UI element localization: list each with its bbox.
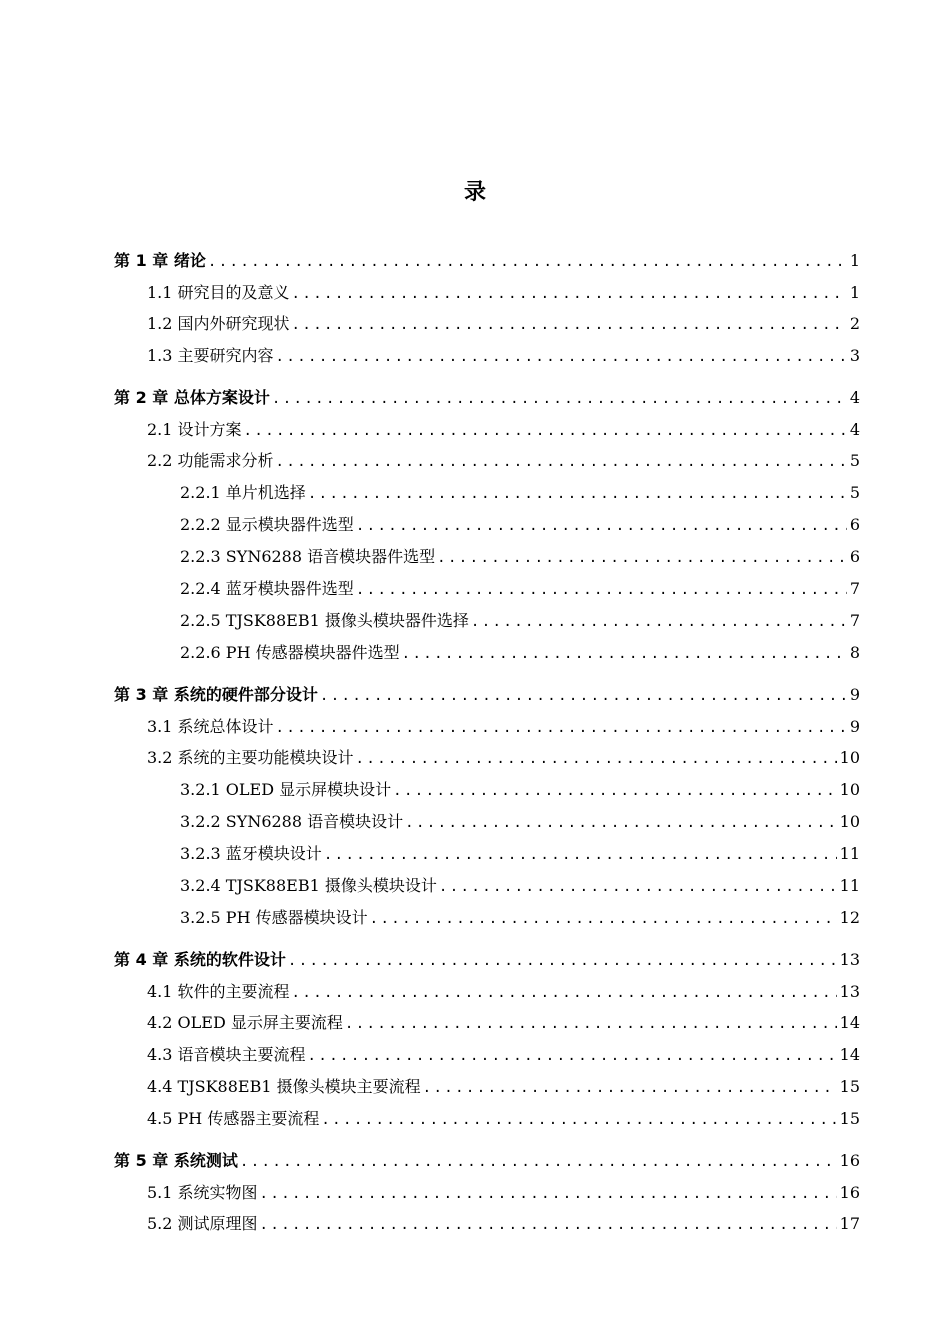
toc-entry-page-number: 14: [839, 1013, 860, 1032]
toc-entry-label: 3.2.4 TJSK88EB1 摄像头模块设计: [180, 876, 437, 895]
toc-entry-section[interactable]: [147, 343, 860, 369]
toc-entry-label: 4.5 PH 传感器主要流程: [147, 1109, 320, 1128]
dot-leader: [356, 577, 847, 603]
dot-leader: [402, 641, 847, 667]
toc-entry-subsection[interactable]: [180, 809, 860, 835]
dot-leader: [321, 1107, 836, 1133]
toc-entry-label: 4.1 软件的主要流程: [147, 982, 290, 1001]
toc-entry-label: 第 4 章 系统的软件设计: [114, 950, 286, 969]
toc-entry-section[interactable]: [147, 1106, 860, 1132]
dot-leader: [370, 906, 837, 932]
toc-entry-page-number: 14: [839, 1045, 860, 1064]
toc-entry-label: 2.1 设计方案: [147, 420, 242, 439]
toc-entry-label: 1.3 主要研究内容: [147, 346, 274, 365]
toc-entry-section[interactable]: [147, 280, 860, 306]
toc-entry-page-number: 15: [839, 1077, 860, 1096]
dot-leader: [292, 980, 837, 1006]
toc-entry-section[interactable]: [147, 1074, 860, 1100]
toc-entry-page-number: 17: [839, 1214, 860, 1233]
toc-entry-label: 5.2 测试原理图: [147, 1214, 258, 1233]
toc-entry-page-number: 13: [839, 982, 860, 1001]
toc-entry-page-number: 11: [839, 844, 860, 863]
toc-entry-label: 2.2.1 单片机选择: [180, 483, 306, 502]
toc-entry-label: 第 5 章 系统测试: [114, 1151, 238, 1170]
toc-entry-page-number: 12: [839, 908, 860, 927]
toc-entry-chapter[interactable]: [114, 947, 860, 973]
toc-entry-page-number: 11: [839, 876, 860, 895]
dot-leader: [276, 449, 847, 475]
toc-entry-section[interactable]: [147, 1010, 860, 1036]
toc-entry-chapter[interactable]: [114, 385, 860, 411]
dot-leader: [240, 1149, 837, 1175]
toc-entry-page-number: 16: [839, 1183, 860, 1202]
toc-entry-label: 4.3 语音模块主要流程: [147, 1045, 306, 1064]
dot-leader: [405, 810, 837, 836]
toc-entry-label: 5.1 系统实物图: [147, 1183, 258, 1202]
toc-entry-label: 3.2.2 SYN6288 语音模块设计: [180, 812, 404, 831]
page-title: 录: [463, 180, 486, 205]
dot-leader: [292, 312, 847, 338]
toc-entry-page-number: 5: [849, 451, 860, 470]
toc-entry-page-number: 10: [839, 812, 860, 831]
toc-entry-page-number: 10: [839, 780, 860, 799]
dot-leader: [244, 418, 847, 444]
toc-entry-page-number: 4: [849, 420, 860, 439]
dot-leader: [356, 746, 837, 772]
toc-entry-subsection[interactable]: [180, 841, 860, 867]
dot-leader: [208, 249, 847, 275]
toc-entry-page-number: 9: [849, 685, 860, 704]
toc-entry-label: 3.1 系统总体设计: [147, 717, 274, 736]
toc-entry-page-number: 13: [839, 950, 860, 969]
toc-entry-label: 2.2 功能需求分析: [147, 451, 274, 470]
toc-entry-section[interactable]: [147, 417, 860, 443]
toc-entry-subsection[interactable]: [180, 608, 860, 634]
toc-entry-page-number: 6: [849, 515, 860, 534]
toc-entry-section[interactable]: [147, 714, 860, 740]
toc-entry-section[interactable]: [147, 448, 860, 474]
toc-entry-label: 1.1 研究目的及意义: [147, 283, 290, 302]
dot-leader: [276, 715, 847, 741]
toc-entry-label: 2.2.2 显示模块器件选型: [180, 515, 354, 534]
toc-entry-page-number: 9: [849, 717, 860, 736]
dot-leader: [345, 1011, 837, 1037]
toc-entry-section[interactable]: [147, 979, 860, 1005]
dot-leader: [471, 609, 847, 635]
dot-leader: [260, 1181, 837, 1207]
dot-leader: [423, 1075, 837, 1101]
dot-leader: [356, 513, 847, 539]
toc-entry-page-number: 16: [839, 1151, 860, 1170]
toc-entry-page-number: 3: [849, 346, 860, 365]
toc-entry-label: 3.2.5 PH 传感器模块设计: [180, 908, 368, 927]
toc-entry-subsection[interactable]: [180, 544, 860, 570]
toc-entry-chapter[interactable]: [114, 682, 860, 708]
toc-entry-page-number: 6: [849, 547, 860, 566]
toc-entry-section[interactable]: [147, 1211, 860, 1237]
toc-entry-label: 2.2.6 PH 传感器模块器件选型: [180, 643, 400, 662]
dot-leader: [308, 1043, 837, 1069]
dot-leader: [320, 683, 847, 709]
toc-entry-label: 4.2 OLED 显示屏主要流程: [147, 1013, 343, 1032]
toc-entry-page-number: 1: [849, 251, 860, 270]
dot-leader: [439, 874, 837, 900]
toc-entry-label: 2.2.3 SYN6288 语音模块器件选型: [180, 547, 436, 566]
toc-entry-subsection[interactable]: [180, 777, 860, 803]
toc-entry-label: 第 2 章 总体方案设计: [114, 388, 270, 407]
dot-leader: [272, 386, 847, 412]
toc-entry-label: 2.2.5 TJSK88EB1 摄像头模块器件选择: [180, 611, 469, 630]
toc-entry-section[interactable]: [147, 311, 860, 337]
toc-entry-label: 第 3 章 系统的硬件部分设计: [114, 685, 318, 704]
toc-entry-section[interactable]: [147, 1180, 860, 1206]
toc-entry-subsection[interactable]: [180, 640, 860, 666]
toc-entry-section[interactable]: [147, 745, 860, 771]
toc-entry-subsection[interactable]: [180, 480, 860, 506]
toc-entry-subsection[interactable]: [180, 905, 860, 931]
toc-entry-label: 第 1 章 绪论: [114, 251, 206, 270]
toc-entry-page-number: 7: [849, 611, 860, 630]
dot-leader: [288, 948, 837, 974]
dot-leader: [308, 481, 847, 507]
toc-entry-page-number: 15: [839, 1109, 860, 1128]
dot-leader: [393, 778, 837, 804]
toc-entry-label: 4.4 TJSK88EB1 摄像头模块主要流程: [147, 1077, 421, 1096]
toc-entry-page-number: 10: [839, 748, 860, 767]
toc-entry-label: 2.2.4 蓝牙模块器件选型: [180, 579, 354, 598]
toc-entry-page-number: 2: [849, 314, 860, 333]
toc-entry-subsection[interactable]: [180, 873, 860, 899]
toc-entry-page-number: 7: [849, 579, 860, 598]
dot-leader: [260, 1212, 837, 1238]
toc-entry-label: 3.2.1 OLED 显示屏模块设计: [180, 780, 392, 799]
toc-entry-page-number: 1: [849, 283, 860, 302]
toc-entry-subsection[interactable]: [180, 512, 860, 538]
toc-entry-label: 1.2 国内外研究现状: [147, 314, 290, 333]
toc-entry-label: 3.2.3 蓝牙模块设计: [180, 844, 322, 863]
toc-entry-chapter[interactable]: [114, 248, 860, 274]
toc-entry-page-number: 5: [849, 483, 860, 502]
toc-entry-page-number: 8: [849, 643, 860, 662]
toc-entry-section[interactable]: [147, 1042, 860, 1068]
dot-leader: [292, 281, 847, 307]
toc-entry-page-number: 4: [849, 388, 860, 407]
dot-leader: [324, 842, 837, 868]
toc-entry-subsection[interactable]: [180, 576, 860, 602]
dot-leader: [276, 344, 847, 370]
toc-entry-chapter[interactable]: [114, 1148, 860, 1174]
dot-leader: [437, 545, 847, 571]
toc-entry-label: 3.2 系统的主要功能模块设计: [147, 748, 354, 767]
